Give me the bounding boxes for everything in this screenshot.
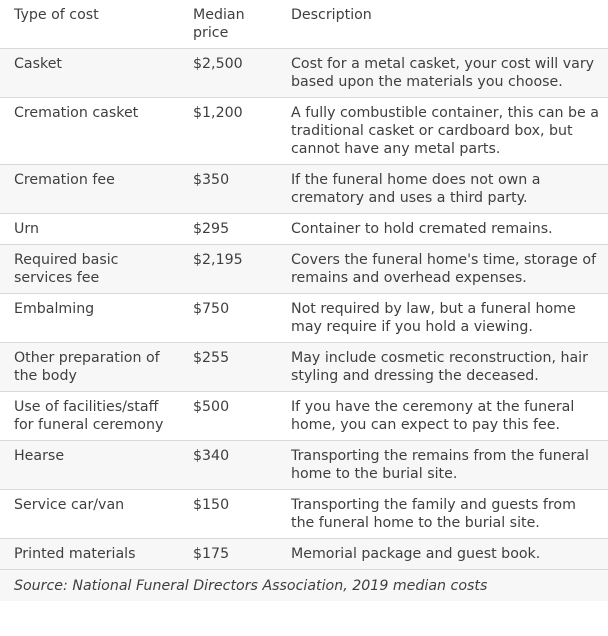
cell-price: $2,500 [178, 49, 276, 98]
header-median-price: Median price [178, 0, 276, 49]
source-row [0, 570, 608, 602]
table-row [0, 294, 608, 343]
cell-price: $1,200 [178, 98, 276, 165]
table-row [0, 343, 608, 392]
cell-price: $150 [178, 490, 276, 539]
cell-price: $340 [178, 441, 276, 490]
cell-price: $295 [178, 214, 276, 245]
cell-description: If you have the ceremony at the funeral home, you can expect to pay this fee. [276, 392, 608, 441]
cell-price: $350 [178, 165, 276, 214]
cell-price: $255 [178, 343, 276, 392]
cell-type: Hearse [0, 441, 178, 490]
table-row [0, 165, 608, 214]
cell-description: A fully combustible container, this can be a traditional casket or cardboard box, but cannot have any metal parts. [276, 98, 608, 165]
cell-description: May include cosmetic reconstruction, hair styling and dressing the deceased. [276, 343, 608, 392]
header-description: Description [276, 0, 608, 49]
cell-description: Transporting the family and guests from the funeral home to the burial site. [276, 490, 608, 539]
cell-type: Other preparation of the body [0, 343, 178, 392]
cell-price: $2,195 [178, 245, 276, 294]
cell-type: Cremation casket [0, 98, 178, 165]
cell-type: Service car/van [0, 490, 178, 539]
cell-type: Use of facilities/staff for funeral ceremony [0, 392, 178, 441]
table-row [0, 245, 608, 294]
cell-type: Printed materials [0, 539, 178, 570]
table-body [0, 49, 608, 570]
table-row [0, 441, 608, 490]
cell-description: Memorial package and guest book. [276, 539, 608, 570]
cell-description: Covers the funeral home's time, storage of remains and overhead expenses. [276, 245, 608, 294]
table-row [0, 98, 608, 165]
cell-type: Required basic services fee [0, 245, 178, 294]
table-row [0, 539, 608, 570]
table-row [0, 490, 608, 539]
cell-description: Cost for a metal casket, your cost will vary based upon the materials you choose. [276, 49, 608, 98]
header-type-of-cost: Type of cost [0, 0, 178, 49]
table-row [0, 392, 608, 441]
table-footer [0, 570, 608, 602]
cell-type: Casket [0, 49, 178, 98]
source-caption: Source: National Funeral Directors Association, 2019 median costs [0, 570, 608, 602]
cell-price: $750 [178, 294, 276, 343]
header-row [0, 0, 608, 49]
cell-description: Container to hold cremated remains. [276, 214, 608, 245]
cell-type: Embalming [0, 294, 178, 343]
cell-price: $500 [178, 392, 276, 441]
table-row [0, 214, 608, 245]
cell-description: Not required by law, but a funeral home may require if you hold a viewing. [276, 294, 608, 343]
cell-price: $175 [178, 539, 276, 570]
table-header [0, 0, 608, 49]
cell-description: If the funeral home does not own a crematory and uses a third party. [276, 165, 608, 214]
cell-description: Transporting the remains from the funeral home to the burial site. [276, 441, 608, 490]
cell-type: Cremation fee [0, 165, 178, 214]
table-row [0, 49, 608, 98]
cell-type: Urn [0, 214, 178, 245]
